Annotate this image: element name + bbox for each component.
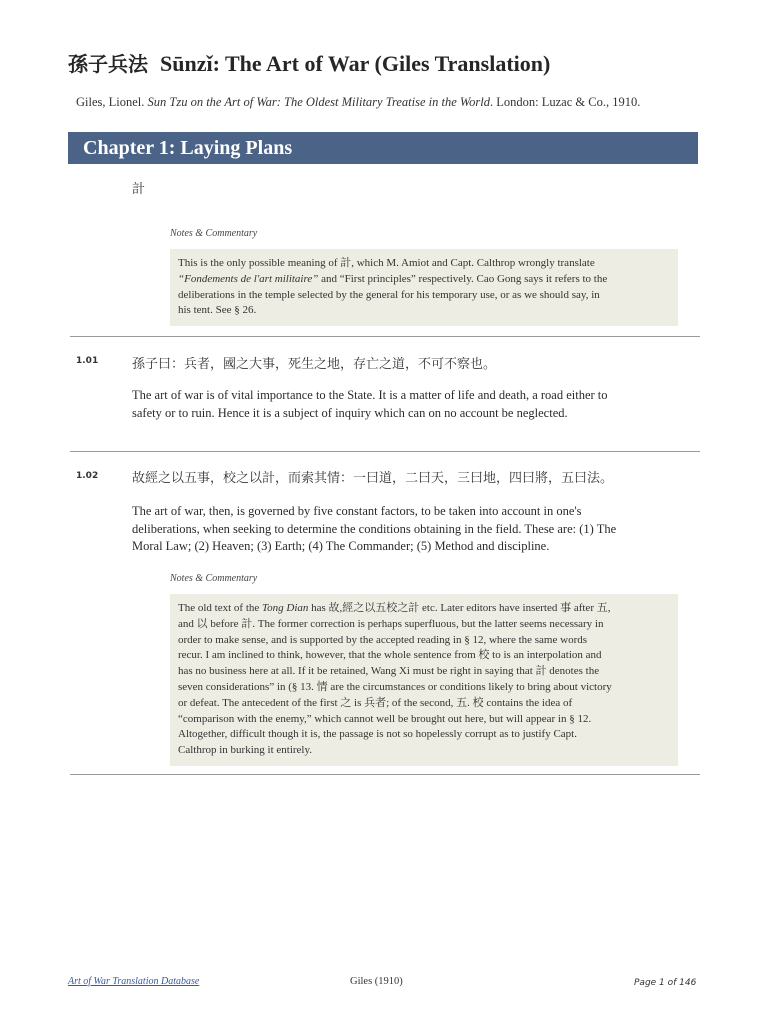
page-number: Page 1 of 146 [634,978,697,988]
commentary-line: or defeat. The antecedent of the first 之 is 兵者; of the second, 五. 校 contains the idea of [178,696,573,709]
commentary-line: “comparison with the enemy,” which cannot well be brought out here, but will appear in § 12. [178,712,592,725]
footer-source: Giles (1910) [350,976,403,987]
verse-translation: The art of war is of vital importance to the State. It is a matter of life and death, a road either to safety or to ruin. Hence it is a subject of inquiry which can on no account be neglected. [132,388,608,420]
commentary-line: recur. I am inclined to think, however, that the whole sentence from 校 to is an interpolation and [178,649,602,662]
chapter-heading: Chapter 1: Laying Plans [68,132,698,164]
commentary-line: seven considerations” in (§ 13. 情 are the circumstances or conditions likely to bring about victory [178,680,612,693]
commentary-line: order to make sense, and is supported by the accepted reading in § 12, where the same words [178,633,588,646]
commentary-line: “Fondements de l'art militaire” and “First principles” respectively. Cao Gong says it refers to the [178,272,608,285]
commentary-line: and 以 before 計. The former correction is perhaps superfluous, but the latter seems necessary in [178,617,604,630]
chapter-chinese-title: 計 [132,182,146,197]
verse-number: 1.01 [76,356,99,366]
verse-chinese: 故經之以五事，校之以計，而索其情：一曰道，二曰天，三曰地，四曰將，五曰法。 [132,471,614,486]
title-chinese: 孫子兵法 [68,52,148,76]
citation-publisher: . London: Luzac & Co., 1910. [490,95,641,109]
section-divider [70,451,700,452]
title-english: Sūnzǐ: The Art of War (Giles Translation) [160,51,551,76]
commentary-line: Calthrop in burking it entirely. [178,744,313,757]
commentary-line: deliberations in the temple selected by the general for his temporary use, or as we should say, in [178,288,600,301]
commentary-line: has no business here at all. If it be retained, Wang Xi must be right in saying that 計 denotes the [178,665,600,678]
commentary-box [170,249,678,326]
citation [76,95,640,110]
section-divider [70,336,700,337]
commentary-line: The old text of the Tong Dian has 故,經之以五校之計 etc. Later editors have inserted 事 after 五, [178,602,611,614]
notes-label: Notes & Commentary [170,573,258,584]
database-link[interactable]: Art of War Translation Database [68,976,200,987]
page-title [68,48,550,77]
verse-number: 1.02 [76,471,99,481]
commentary-box [170,594,678,766]
citation-work: Sun Tzu on the Art of War: The Oldest Military Treatise in the World [147,95,491,109]
section-divider [70,774,700,775]
citation-author: Giles, Lionel. [76,95,148,109]
commentary-line: his tent. See § 26. [178,304,257,317]
commentary-line: Altogether, difficult though it is, the passage is not so hopelessly corrupt as to justify Capt. [178,728,577,741]
notes-label: Notes & Commentary [170,228,258,239]
commentary-line: This is the only possible meaning of 計, which M. Amiot and Capt. Calthrop wrongly translate [178,257,595,269]
verse-translation: The art of war, then, is governed by five constant factors, to be taken into account in one's deliberations, when seeking to determine the conditions obtaining in the field. These are: (1) The Moral Law; (2) Heaven; (3) Earth; (4) The Commander; (5) Method and discipline. [132,504,617,553]
verse-chinese: 孫子曰：兵者，國之大事，死生之地，存亡之道，不可不察也。 [132,357,497,372]
